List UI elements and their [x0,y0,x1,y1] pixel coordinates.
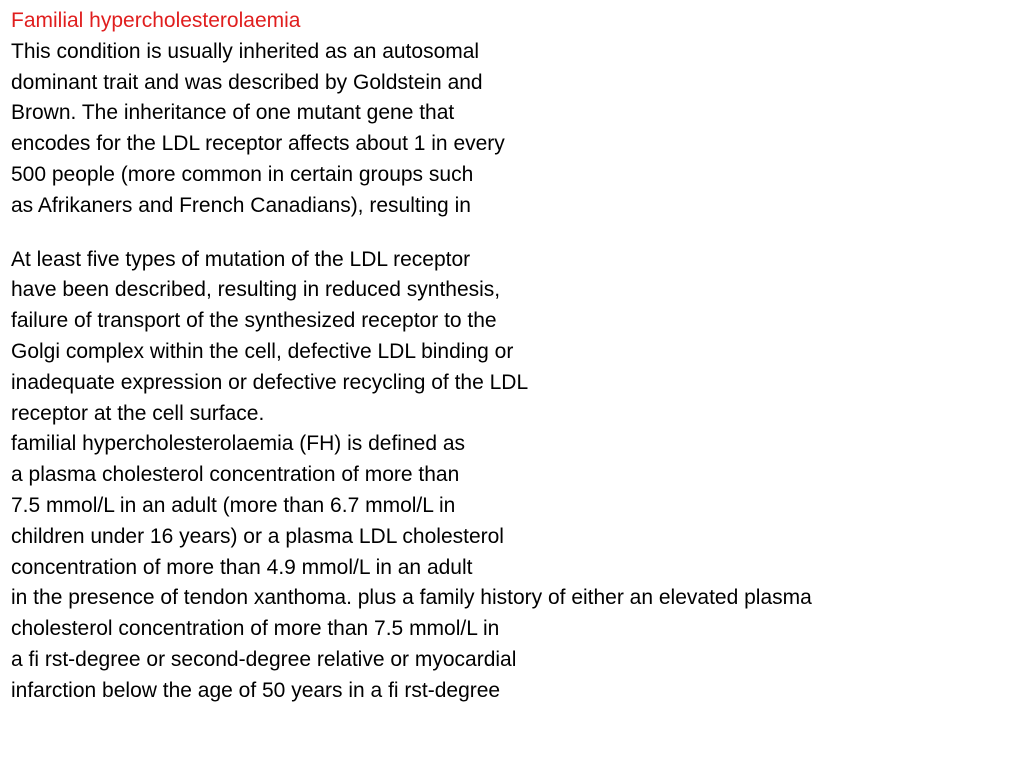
paragraph1-line: 500 people (more common in certain groups such [11,162,474,186]
paragraph2-line: infarction below the age of 50 years in a fi rst-degree [11,678,501,702]
paragraph1-line: encodes for the LDL receptor affects about 1 in every [11,132,505,156]
paragraph2-line: inadequate expression or defective recycling of the LDL [11,370,529,394]
paragraph2-line: children under 16 years) or a plasma LDL cholesterol [11,524,504,548]
paragraph2-line: At least five types of mutation of the LDL receptor [11,247,471,271]
intro-block [11,6,1011,222]
paragraph1-line: dominant trait and was described by Goldstein and [11,70,483,94]
paragraph1-line: This condition is usually inherited as an autosomal [11,39,480,63]
slide-title: Familial hypercholesterolaemia [11,9,301,32]
paragraph2-line: Golgi complex within the cell, defective LDL binding or [11,339,514,363]
paragraph2-line: failure of transport of the synthesized receptor to the [11,309,497,333]
paragraph2-line: familial hypercholesterolaemia (FH) is defined as [11,432,466,456]
paragraph2-line: a plasma cholesterol concentration of more than [11,463,460,487]
paragraph2-line: 7.5 mmol/L in an adult (more than 6.7 mmol/L in [11,493,456,517]
mutation-definition-block [11,245,1011,707]
paragraph2-line: a fi rst-degree or second-degree relative or myocardial [11,647,517,671]
paragraph2-line: in the presence of tendon xanthoma. plus a family history of either an elevated plasma [11,586,812,610]
paragraph2-line: receptor at the cell surface. [11,401,265,425]
paragraph2-line: have been described, resulting in reduced synthesis, [11,278,501,302]
paragraph1-line: as Afrikaners and French Canadians), resulting in [11,193,471,217]
paragraph1-line: Brown. The inheritance of one mutant gene that [11,101,455,125]
slide-content [11,6,1011,707]
paragraph2-line: concentration of more than 4.9 mmol/L in an adult [11,555,473,579]
paragraph2-line: cholesterol concentration of more than 7.5 mmol/L in [11,617,500,641]
